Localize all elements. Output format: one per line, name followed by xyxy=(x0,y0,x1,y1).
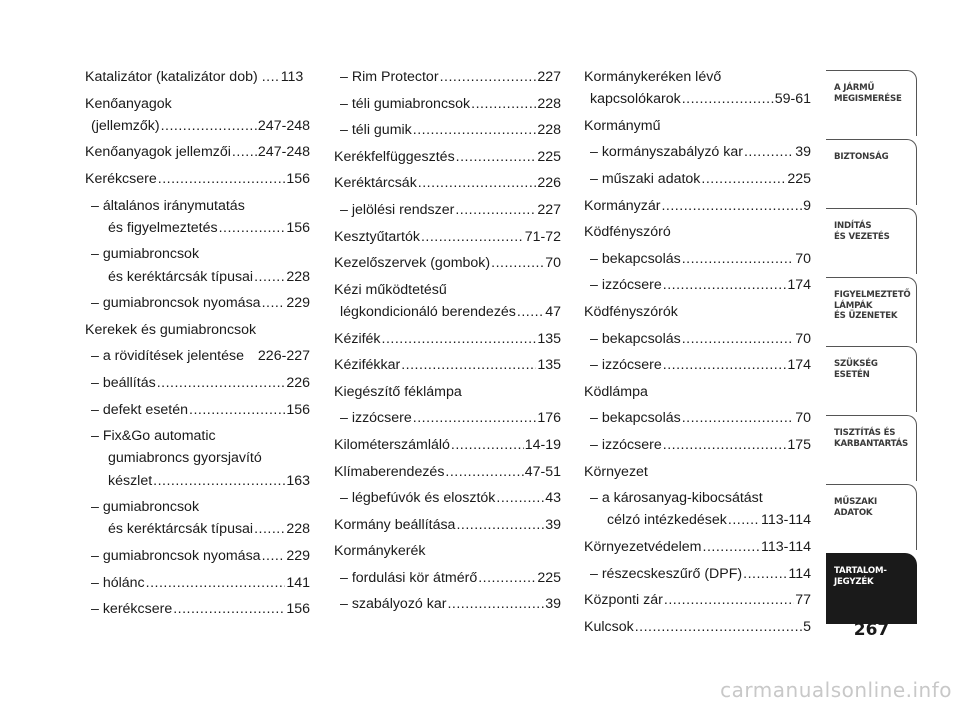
watermark: carmanualsonline.info xyxy=(720,678,952,702)
index-entry-text: Kulcsok xyxy=(584,618,634,635)
dot-leader xyxy=(189,399,285,421)
index-entry-text: – gumiabroncsok nyomása xyxy=(91,547,261,564)
dot-leader xyxy=(663,274,787,296)
index-page-ref[interactable]: 228 xyxy=(537,122,561,139)
index-entry xyxy=(85,399,310,421)
index-entry xyxy=(584,301,811,323)
index-page-ref[interactable]: 228 xyxy=(537,95,561,112)
index-page-ref[interactable]: 156 xyxy=(286,601,310,618)
dot-leader xyxy=(682,248,795,270)
index-entry xyxy=(85,372,310,394)
dot-leader xyxy=(663,434,787,456)
index-entry-text: légkondicionáló berendezés xyxy=(340,303,516,320)
dot-leader xyxy=(456,514,544,536)
dot-leader xyxy=(254,518,285,540)
index-entry-text: – izzócsere xyxy=(340,410,412,427)
dot-leader xyxy=(703,536,761,558)
index-page-ref[interactable]: 228 xyxy=(286,521,310,538)
index-entry xyxy=(85,545,310,567)
index-entry xyxy=(584,141,811,163)
index-column-1 xyxy=(85,66,310,625)
index-entry-text: Környezet xyxy=(584,463,648,480)
index-entry xyxy=(584,461,811,483)
dot-leader xyxy=(663,354,787,376)
dot-leader xyxy=(447,593,544,615)
dot-leader xyxy=(153,470,285,492)
index-entry-text: Kormánykerék xyxy=(334,543,426,560)
page-number: 267 xyxy=(853,620,890,640)
index-entry-text: – bekapcsolás xyxy=(590,410,681,427)
index-entry-text: – bekapcsolás xyxy=(590,330,681,347)
index-page-ref[interactable]: 228 xyxy=(286,268,310,285)
chapter-tab-label: FIGYELMEZTETŐ xyxy=(834,290,911,300)
index-entry-text: készlet xyxy=(108,472,153,489)
index-entry xyxy=(334,93,561,115)
index-page-ref[interactable]: 227 xyxy=(537,201,561,218)
dot-leader xyxy=(382,328,537,350)
index-entry-text: – fordulási kör átmérő xyxy=(340,569,478,586)
index-entry-text: Kiegészítő féklámpa xyxy=(334,383,462,400)
chapter-tab-label: JEGYZÉK xyxy=(834,576,874,587)
index-entry xyxy=(334,434,561,456)
index-entry-text: Keréktárcsák xyxy=(334,175,417,192)
index-page-ref[interactable]: 227 xyxy=(537,69,561,85)
chapter-tab-label: SZÜKSÉG xyxy=(834,359,878,369)
index-entry-text: – defekt esetén xyxy=(91,401,189,418)
index-entry xyxy=(584,434,811,456)
dot-leader xyxy=(743,563,787,585)
index-entry-text: – téli gumik xyxy=(340,122,412,139)
index-entry-text: – szabályozó kar xyxy=(340,596,447,613)
index-page-ref[interactable]: 9 xyxy=(803,197,811,214)
dot-leader xyxy=(157,372,286,394)
index-entry xyxy=(584,563,811,585)
dot-leader xyxy=(496,487,544,509)
dot-leader xyxy=(173,598,285,620)
index-page-ref[interactable]: 135 xyxy=(537,357,561,374)
dot-leader xyxy=(701,168,786,190)
index-page-ref[interactable]: 47 xyxy=(545,303,561,320)
dot-leader xyxy=(471,93,536,115)
dot-leader xyxy=(517,301,544,323)
index-entry-text: Ködlámpa xyxy=(584,383,648,400)
index-entry-text: Ködfényszóró xyxy=(584,224,671,241)
index-page-ref[interactable]: 225 xyxy=(537,569,561,586)
dot-leader xyxy=(158,168,286,190)
chapter-tab-label: ÉS VEZETÉS xyxy=(834,231,890,242)
chapter-tab-label: TISZTÍTÁS ÉS xyxy=(834,428,896,438)
index-page-ref[interactable]: 39 xyxy=(545,596,561,613)
index-entry xyxy=(584,536,811,558)
dot-leader xyxy=(413,407,537,429)
index-entry-text: – izzócsere xyxy=(590,436,662,453)
index-page-ref[interactable]: 113 xyxy=(280,69,304,85)
index-entry xyxy=(334,354,561,376)
index-page-ref[interactable]: 226 xyxy=(537,175,561,192)
index-entry-text: Kerekek és gumiabroncsok xyxy=(85,321,257,338)
index-page-ref[interactable]: 70 xyxy=(795,250,811,267)
index-page-ref[interactable]: 229 xyxy=(286,295,310,312)
index-entry xyxy=(334,487,561,509)
dot-leader xyxy=(455,199,536,221)
index-entry-text: – jelölési rendszer xyxy=(340,201,455,218)
dot-leader xyxy=(401,354,536,376)
dot-leader xyxy=(262,66,280,88)
index-page-ref[interactable]: 39 xyxy=(545,516,561,533)
index-entry-text: – részecskeszűrő (DPF) xyxy=(590,565,743,582)
index-entry xyxy=(584,115,811,137)
index-page-ref[interactable]: 59-61 xyxy=(774,91,811,108)
dot-leader xyxy=(491,252,544,274)
index-entry xyxy=(85,195,310,239)
index-entry xyxy=(85,572,310,594)
index-entry-text: kapcsolókarok xyxy=(590,91,681,108)
index-page-ref[interactable]: 156 xyxy=(286,170,310,187)
chapter-tab-label: KARBANTARTÁS xyxy=(834,438,909,449)
dot-leader xyxy=(219,217,286,239)
dot-leader xyxy=(664,589,794,611)
index-entry-text: – kormányszabályzó kar xyxy=(590,144,743,161)
index-entry-text: Környezetvédelem xyxy=(584,538,702,555)
index-entry-text: és figyelmeztetés xyxy=(108,219,218,236)
index-entry xyxy=(584,168,811,190)
index-entry-text: – gumiabroncsok nyomása xyxy=(91,295,261,312)
index-page-ref[interactable]: 175 xyxy=(787,436,811,453)
index-page-ref[interactable]: 47-51 xyxy=(524,463,561,480)
index-entry-text: – légbefúvók és elosztók xyxy=(340,490,496,507)
index-entry xyxy=(584,381,811,403)
index-entry xyxy=(584,407,811,429)
dot-leader xyxy=(661,195,802,217)
index-entry xyxy=(334,567,561,589)
index-page-ref[interactable]: 5 xyxy=(803,618,811,635)
index-entry xyxy=(85,345,310,367)
index-entry xyxy=(85,141,310,163)
index-page-ref[interactable]: 43 xyxy=(545,490,561,507)
dot-leader xyxy=(421,226,524,248)
index-entry-text: Kormányzár xyxy=(584,197,661,214)
chapter-tab-label: BIZTONSÁG xyxy=(834,152,889,162)
index-entry xyxy=(334,593,561,615)
index-entry-text: Katalizátor (katalizátor dob) xyxy=(85,69,258,85)
index-page-ref[interactable]: 156 xyxy=(286,401,310,418)
index-entry-text: – izzócsere xyxy=(590,277,662,294)
dot-leader xyxy=(418,172,537,194)
index-page-ref[interactable]: 174 xyxy=(787,277,811,294)
index-entry xyxy=(334,172,561,194)
index-entry-text: Kenőanyagok jellemzői xyxy=(85,144,231,161)
index-page-ref[interactable]: 14-19 xyxy=(524,436,561,453)
index-entry-text: Kézi működtetésű xyxy=(334,281,447,298)
index-entry xyxy=(85,319,310,341)
dot-leader xyxy=(682,328,795,350)
dot-leader xyxy=(456,146,537,168)
index-page-ref[interactable]: 176 xyxy=(537,410,561,427)
index-page-ref[interactable]: 225 xyxy=(537,148,561,165)
index-page-ref[interactable]: 226 xyxy=(286,374,310,391)
index-entry-text: (jellemzők) xyxy=(91,117,160,134)
dot-leader xyxy=(744,141,794,163)
index-entry-text: Kezelőszervek (gombok) xyxy=(334,255,491,272)
index-entry-text: Kézifék xyxy=(334,330,381,347)
index-entry-text: Kormány beállítása xyxy=(334,516,456,533)
index-entry xyxy=(334,407,561,429)
index-entry-text: – gumiabroncsok xyxy=(91,499,200,516)
dot-leader xyxy=(728,509,760,531)
chapter-tab-label: LÁMPÁK xyxy=(834,300,873,311)
index-entry xyxy=(334,279,561,323)
dot-leader xyxy=(161,115,257,137)
index-entry-text: gumiabroncs gyorsjavító xyxy=(108,450,262,467)
chapter-tab-label: TARTALOM- xyxy=(834,566,887,576)
index-entry-text: – beállítás xyxy=(91,374,156,391)
index-page-ref[interactable]: 225 xyxy=(787,170,811,187)
index-page-ref[interactable]: 156 xyxy=(286,219,310,236)
index-page-ref[interactable]: 247-248 xyxy=(257,117,310,134)
index-page-ref[interactable]: 229 xyxy=(286,547,310,564)
index-entry-text: Kenőanyagok xyxy=(85,95,172,112)
dot-leader xyxy=(146,572,286,594)
index-entry xyxy=(334,146,561,168)
index-entry-text: Központi zár xyxy=(584,592,663,609)
index-entry-text: Kormánykeréken lévő xyxy=(584,69,722,85)
index-entry xyxy=(334,461,561,483)
index-entry xyxy=(584,328,811,350)
index-page-ref[interactable]: 174 xyxy=(787,357,811,374)
dot-leader xyxy=(262,292,286,314)
dot-leader xyxy=(451,434,524,456)
index-entry xyxy=(584,66,811,110)
index-entry xyxy=(85,66,310,88)
dot-leader xyxy=(682,88,774,110)
chapter-tab[interactable] xyxy=(826,415,917,481)
chapter-tab[interactable] xyxy=(826,139,917,205)
index-page-ref[interactable]: 163 xyxy=(286,472,310,489)
index-page-ref[interactable]: 70 xyxy=(545,255,561,272)
index-column-2 xyxy=(334,66,561,620)
index-page-ref[interactable]: 141 xyxy=(286,574,310,591)
chapter-tab-label: INDÍTÁS xyxy=(834,221,872,231)
index-entry-text: Klímaberendezés xyxy=(334,463,445,480)
index-entry xyxy=(334,226,561,248)
index-entry xyxy=(334,66,561,88)
chapter-tab-label: A JÁRMŰ xyxy=(834,83,875,93)
index-entry-text: Kilométerszámláló xyxy=(334,436,450,453)
index-entry xyxy=(334,199,561,221)
index-entry xyxy=(334,328,561,350)
index-page-ref[interactable]: 77 xyxy=(795,592,811,609)
index-entry-text: – a károsanyag-kibocsátást xyxy=(590,490,763,507)
index-page-ref[interactable]: 114 xyxy=(788,565,811,582)
chapter-tab[interactable] xyxy=(826,208,917,274)
index-entry-text: – Fix&Go automatic xyxy=(91,428,216,445)
index-entry-text: Ködfényszórók xyxy=(584,303,678,320)
index-entry-text: – általános iránymutatás xyxy=(91,197,245,214)
index-entry-text: – izzócsere xyxy=(590,357,662,374)
dot-leader xyxy=(262,545,286,567)
chapter-tab[interactable] xyxy=(826,277,917,343)
index-entry xyxy=(334,540,561,562)
chapter-tab[interactable] xyxy=(826,70,917,136)
index-entry xyxy=(85,598,310,620)
dot-leader xyxy=(445,461,523,483)
chapter-tab[interactable] xyxy=(826,346,917,412)
dot-leader xyxy=(440,66,537,88)
index-entry-text: Kerékfelfüggesztés xyxy=(334,148,455,165)
index-entry-text: – kerékcsere xyxy=(91,601,173,618)
index-page-ref[interactable]: 70 xyxy=(795,410,811,427)
index-entry-text: – hólánc xyxy=(91,574,145,591)
index-entry-text: – gumiabroncsok xyxy=(91,246,200,263)
index-entry-text: és keréktárcsák típusai xyxy=(108,521,254,538)
index-entry-text: célzó intézkedések xyxy=(607,512,727,529)
index-page-ref[interactable]: 71-72 xyxy=(524,228,561,245)
dot-leader xyxy=(254,266,285,288)
index-entry xyxy=(584,221,811,243)
index-entry xyxy=(85,496,310,540)
index-entry-text: Kézifékkar xyxy=(334,357,401,374)
index-page-ref[interactable]: 113-114 xyxy=(761,538,811,555)
index-entry xyxy=(85,425,310,492)
index-column-3 xyxy=(584,66,811,642)
chapter-tab[interactable] xyxy=(826,484,917,550)
index-entry-text: és keréktárcsák típusai xyxy=(108,268,254,285)
chapter-tab-label: ESETÉN xyxy=(834,369,870,380)
index-page-ref[interactable]: 226-227 xyxy=(257,348,310,365)
chapter-tabs xyxy=(826,70,917,627)
index-entry-text: Kesztyűtartók xyxy=(334,228,420,245)
index-entry xyxy=(85,243,310,287)
index-page-ref[interactable]: 247-248 xyxy=(257,144,310,161)
index-page-ref[interactable]: 70 xyxy=(795,330,811,347)
index-entry xyxy=(584,487,811,531)
index-entry-text: – Rim Protector xyxy=(340,69,439,85)
index-entry xyxy=(584,274,811,296)
dot-leader xyxy=(232,141,257,163)
index-entry xyxy=(85,168,310,190)
index-entry xyxy=(334,381,561,403)
index-entry xyxy=(334,119,561,141)
index-entry xyxy=(584,589,811,611)
index-entry-text: – bekapcsolás xyxy=(590,250,681,267)
index-entry-text: Kerékcsere xyxy=(85,170,157,187)
dot-leader xyxy=(413,119,537,141)
chapter-tab-label: ADATOK xyxy=(834,507,873,518)
index-entry xyxy=(584,354,811,376)
index-entry-text: – téli gumiabroncsok xyxy=(340,95,471,112)
index-entry xyxy=(85,93,310,137)
index-entry xyxy=(584,616,811,638)
index-page-ref[interactable]: 113-114 xyxy=(761,512,811,529)
dot-leader xyxy=(478,567,536,589)
index-entry xyxy=(334,514,561,536)
dot-leader xyxy=(635,616,802,638)
index-entry xyxy=(334,252,561,274)
index-entry xyxy=(584,195,811,217)
index-entry-text: – műszaki adatok xyxy=(590,170,701,187)
index-page-ref[interactable]: 39 xyxy=(795,144,811,161)
dot-leader xyxy=(682,407,795,429)
index-entry xyxy=(584,248,811,270)
chapter-tab-active[interactable] xyxy=(826,553,917,624)
chapter-tab-label: MEGISMERÉSE xyxy=(834,93,902,104)
index-entry xyxy=(85,292,310,314)
index-entry-text: Kormánymű xyxy=(584,117,661,134)
chapter-tab-label: ÉS ÜZENETEK xyxy=(834,311,898,321)
index-page-ref[interactable]: 135 xyxy=(537,330,561,347)
index-entry-text: – a rövidítések jelentése xyxy=(91,348,245,365)
chapter-tab-label: MŰSZAKI xyxy=(834,497,878,507)
